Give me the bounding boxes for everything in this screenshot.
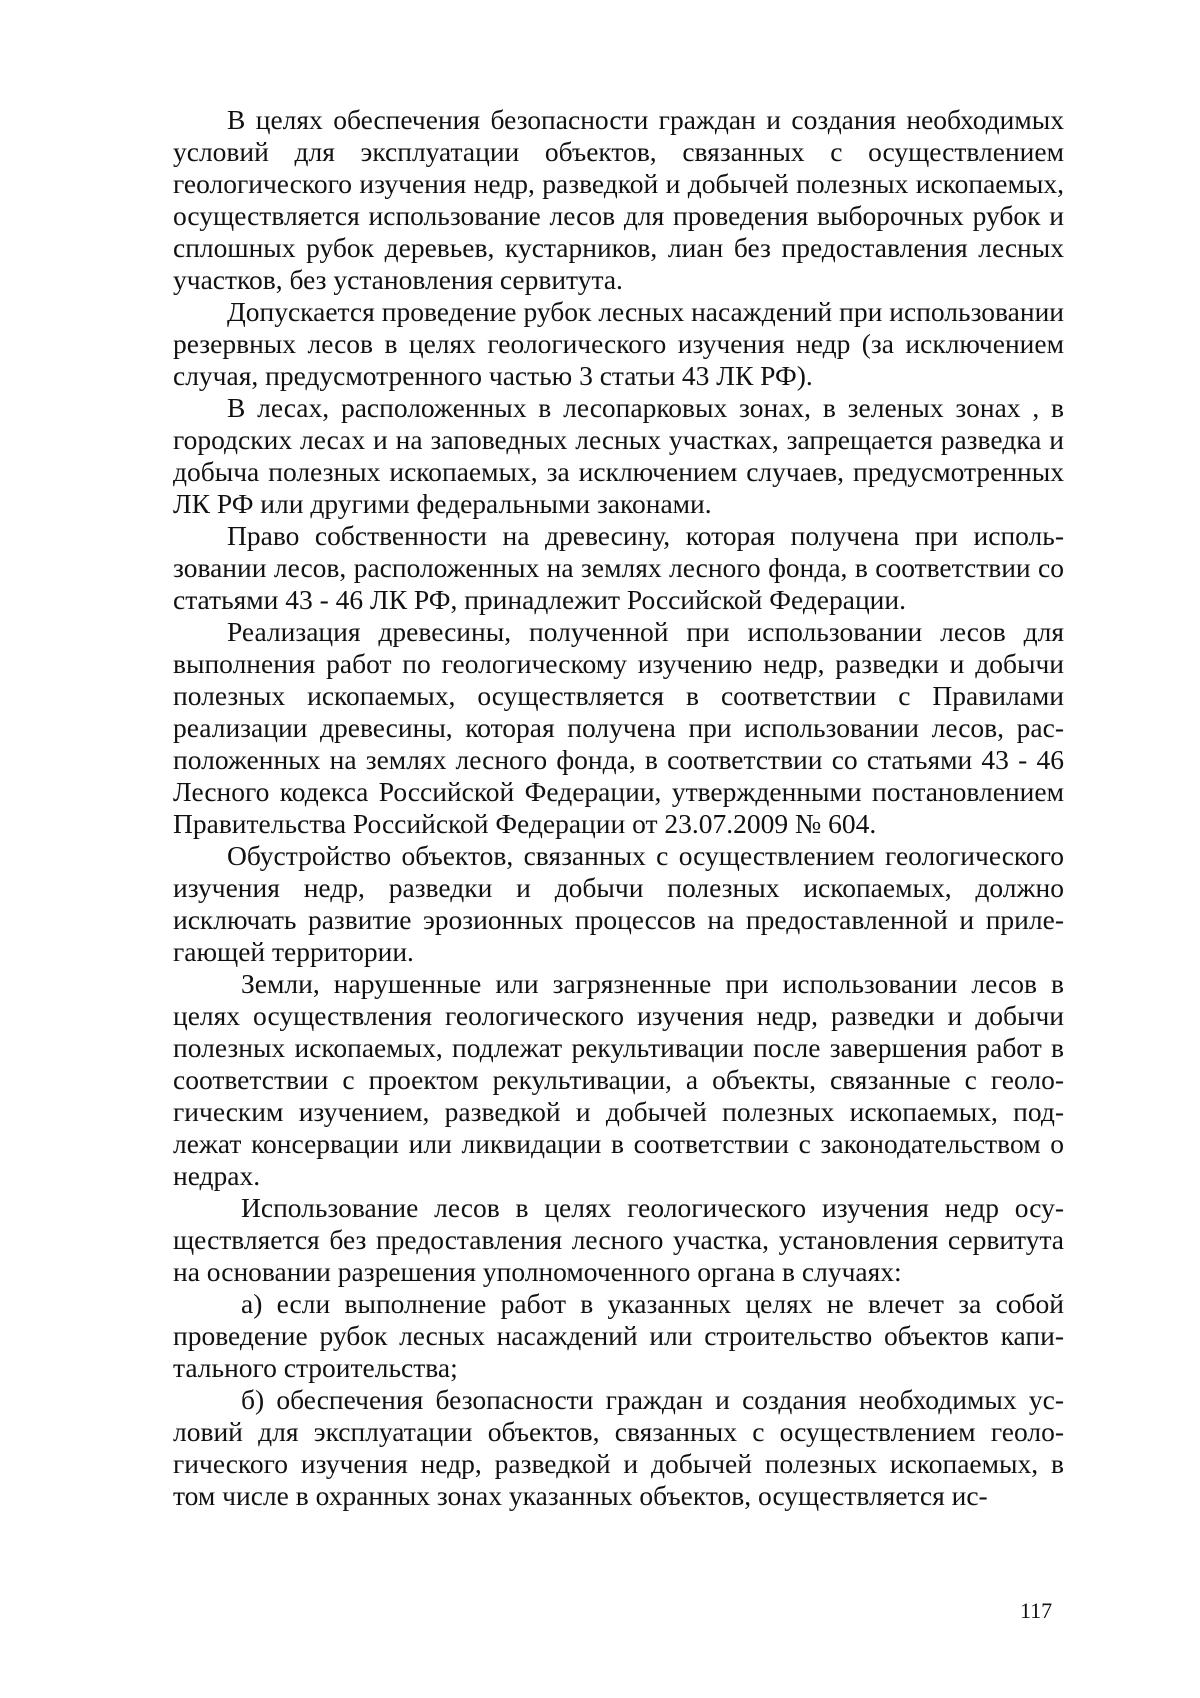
paragraph-7: Земли, нарушенные или загрязненные при использовании лесов в целях осуществления геологического изучения недр, разведки и добычи полезных ископаемых, подлежат рекультивации после завершения работ в соответствии с проектом рекультивации, а объекты, связанные с геологическим изучением, разведкой и добычей полезных ископаемых, подлежат консервации или ликвидации в соответствии с законодательством о недрах.: [173, 968, 1064, 1191]
paragraph-8: Использование лесов в целях геологического изучения недр осуществляется без предоставления лесного участка, установления сервитута на основании разрешения уполномоченного органа в случаях:: [173, 1192, 1064, 1287]
paragraph-5: Реализация древесины, полученной при использовании лесов для выполнения работ по геологическому изучению недр, разведки и добычи полезных ископаемых, осуществляется в соответствии с Правилами реализации древесины, которая получена при использовании лесов, расположенных на землях лесного фонда, в соответствии со статьями 43 - 46 Лесного кодекса Российской Федерации, утвержденными постановлением Правительства Российской Федерации от 23.07.2009 № 604.: [173, 616, 1064, 839]
paragraph-9-item-a: а) если выполнение работ в указанных целях не влечет за собой проведение рубок лесных насаждений или строительство объектов капитального строительства;: [173, 1288, 1064, 1383]
paragraph-10-item-b: б) обеспечения безопасности граждан и создания необходимых условий для эксплуатации объектов, связанных с осуществлением геологического изучения недр, разведкой и добычей полезных ископаемых, в том числе в охранных зонах указанных объектов, осуществляется ис-: [173, 1384, 1064, 1511]
paragraph-6: Обустройство объектов, связанных с осуществлением геологического изучения недр, разведки и добычи полезных ископаемых, должно исключать развитие эрозионных процессов на предоставленной и прилегающей территории.: [173, 840, 1064, 967]
paragraph-4: Право собственности на древесину, которая получена при использовании лесов, расположенных на землях лесного фонда, в соответствии со статьями 43 - 46 ЛК РФ, принадлежит Российской Федерации.: [173, 520, 1064, 615]
paragraph-1: В целях обеспечения безопасности граждан и создания необходимых условий для эксплуатации объектов, связанных с осуществлением геологического изучения недр, разведкой и добычей полезных ископаемых, осуществляется использование лесов для проведения выборочных рубок и сплошных рубок деревьев, кустарников, лиан без предоставления лесных участков, без установления сервитута.: [173, 104, 1064, 295]
paragraph-3: В лесах, расположенных в лесопарковых зонах, в зеленых зонах , в городских лесах и на заповедных лесных участках, запрещается разведка и добыча полезных ископаемых, за исключением случаев, предусмотренных ЛК РФ или другими федеральными законами.: [173, 392, 1064, 519]
document-body: [173, 104, 1064, 1512]
paragraph-2: Допускается проведение рубок лесных насаждений при использовании резервных лесов в целях геологического изучения недр (за исключением случая, предусмотренного частью 3 статьи 43 ЛК РФ).: [173, 296, 1064, 391]
page-number: 117: [1020, 1598, 1053, 1623]
